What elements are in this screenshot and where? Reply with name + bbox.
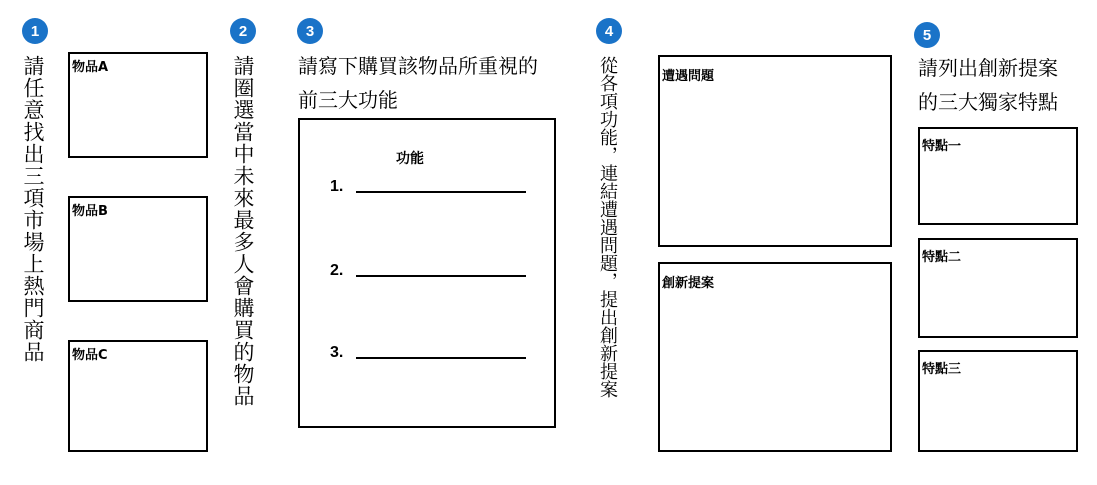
functions-title: 功能 [396,151,424,167]
step-2-instruction: 請圈選當中未來最多人會購買的物品 [231,55,255,407]
function-number-1: 1. [330,178,344,195]
step-3-instruction-line1: 請寫下購買該物品所重視的 [298,54,538,78]
item-a-label: 物品A [72,60,109,75]
function-blank-2[interactable] [356,275,526,277]
feature-3-label: 特點三 [922,362,962,377]
feature-1-box[interactable] [918,127,1078,225]
step-5-instruction-line2: 的三大獨家特點 [918,90,1058,114]
function-number-2: 2. [330,262,344,279]
functions-box [298,118,556,428]
feature-2-label: 特點二 [922,250,962,265]
feature-3-box[interactable] [918,350,1078,452]
item-b-label: 物品B [72,204,108,219]
problems-box[interactable] [658,55,892,247]
proposals-label: 創新提案 [662,276,715,291]
item-c-label: 物品C [72,348,108,363]
item-c-box[interactable] [68,340,208,452]
function-line-2[interactable] [330,262,526,280]
step-4-badge: 4 [596,18,622,44]
function-line-1[interactable] [330,178,526,196]
item-a-box[interactable] [68,52,208,158]
feature-2-box[interactable] [918,238,1078,338]
step-1-instruction: 請任意找出三項市場上熱門商品 [21,55,45,363]
problems-label: 遭遇問題 [662,69,715,84]
step-3-badge: 3 [297,18,323,44]
function-blank-3[interactable] [356,357,526,359]
step-2-badge: 2 [230,18,256,44]
proposals-box[interactable] [658,262,892,452]
function-number-3: 3. [330,344,344,361]
function-line-3[interactable] [330,344,526,362]
step-5-instruction-line1: 請列出創新提案 [918,56,1058,80]
function-blank-1[interactable] [356,191,526,193]
step-1-badge: 1 [22,18,48,44]
step-5-badge: 5 [914,22,940,48]
step-4-instruction: 從各項功能，連結遭遇問題，提出創新提案 [597,56,618,398]
step-3-instruction-line2: 前三大功能 [298,88,398,112]
item-b-box[interactable] [68,196,208,302]
feature-1-label: 特點一 [922,139,962,154]
